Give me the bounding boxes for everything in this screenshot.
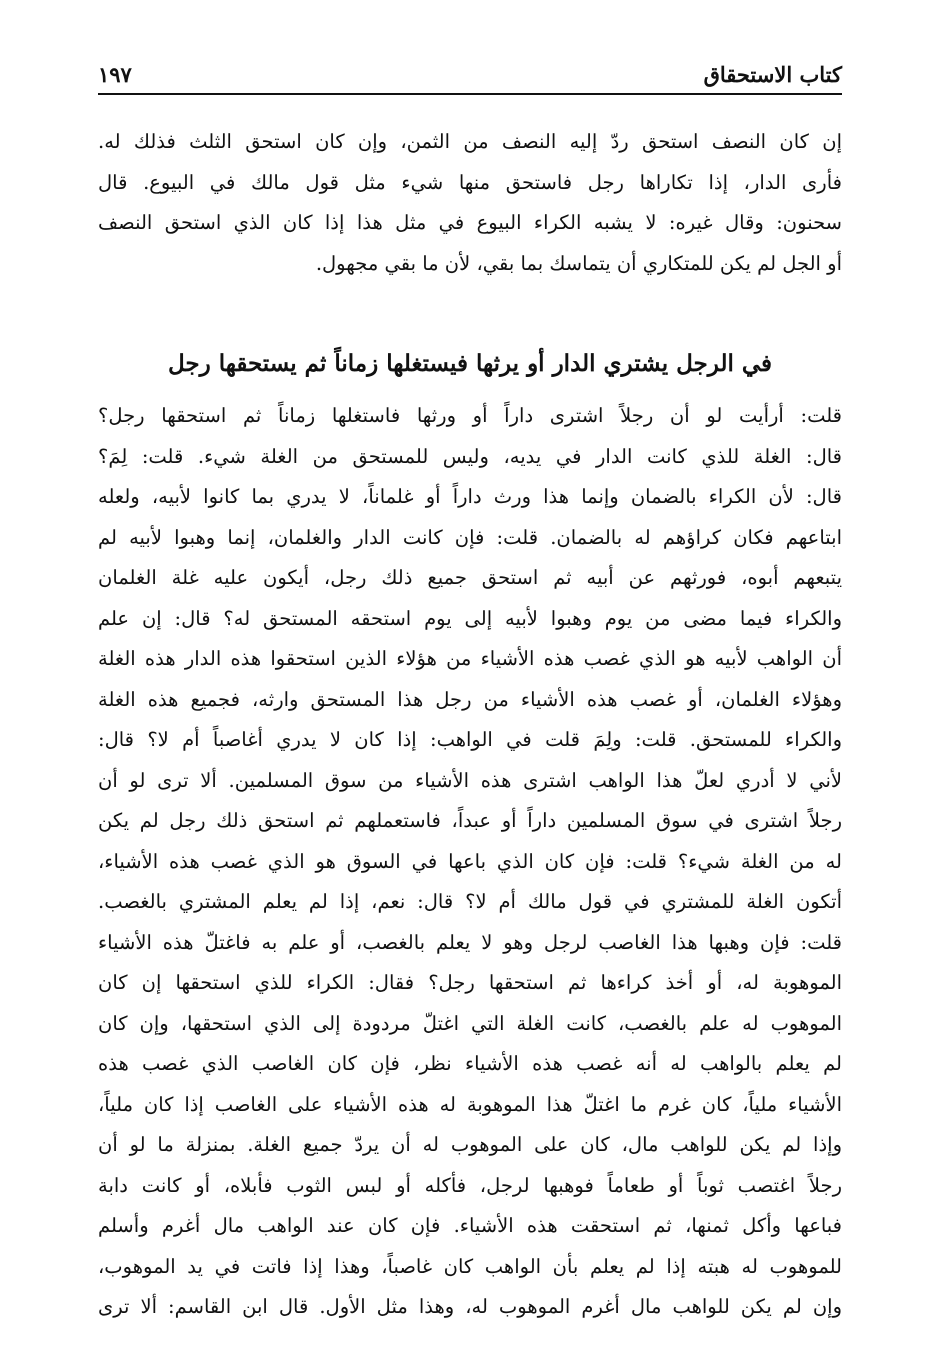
paragraph-2 (98, 396, 842, 1328)
text-line: وإذا لم يكن للواهب مال، كان على الموهوب له أن يردّ جميع الغلة. بمنزلة ما لو أن (98, 1133, 842, 1156)
text-line: أن الواهب لأبيه هو الذي غصب هذه الأشياء من هؤلاء الذين استحقوا هذه الدار هذه الغلة (98, 647, 842, 670)
text-line: رجلاً اغتصب ثوباً أو طعاماً فوهبها لرجل، فأكله أو لبس الثوب فأبلاه، أو كانت دابة (98, 1173, 842, 1197)
text-line: له من الغلة شيء؟ قلت: فإن كان الذي باعها في السوق هو الذي غصب هذه الأشياء، (98, 849, 842, 873)
text-line: إن كان النصف استحق ردّ إليه النصف من الثمن، وإن كان استحق الثلث فذلك له. (98, 130, 842, 153)
text-line: الموهوب له علم بالغصب، كانت الغلة التي اغتلّ مردودة إلى الذي استحقها، وإن كان (98, 1011, 842, 1035)
text-line: سحنون: وقال غيره: لا يشبه الكراء البيوع في مثل هذا إذا كان الذي استحق النصف (98, 211, 842, 234)
text-line: فأرى الدار، إذا تكاراها رجل فاستحق منها شيء مثل قول مالك في البيوع. قال (98, 170, 842, 194)
text-line: أتكون الغلة للمشتري في قول مالك أم لا؟ قال: نعم، إذا لم يعلم المشتري بالغصب. (98, 890, 842, 913)
text-line: قال: الغلة للذي كانت الدار في يديه، وليس للمستحق من الغلة شيء. قلت: لِمَ؟ (98, 444, 842, 468)
text-line: ابتاعهم فكان كراؤهم له بالضمان. قلت: فإن كانت الدار والغلمان، إنما وهبوا لأبيه لم (98, 525, 842, 549)
text-line: لأني لا أدري لعلّ هذا الواهب اشترى هذه الأشياء من سوق المسلمين. ألا ترى لو أن (98, 768, 842, 792)
text-line: الأشياء ملياً، كان غرم ما اغتلّ هذا الموهوبة له هذه الأشياء على الغاصب إذا كان ملياً، (98, 1092, 842, 1116)
text-line: الموهوبة له، أو أخذ كراءها ثم استحقها رجل؟ فقال: الكراء للذي استحقها إن كان (98, 971, 842, 994)
text-line: والكراء للمستحق. قلت: ولِمَ قلت في الواهب: إذا كان لا يدري أغاصباً أم لا؟ قال: (98, 728, 842, 751)
paragraph-1 (98, 122, 842, 284)
text-line: رجلاً اشترى في سوق المسلمين داراً أو عبداً، فاستعملهم ثم استحق ذلك رجل لم يكن (98, 809, 842, 832)
page-number: ١٩٧ (98, 62, 132, 87)
text-line: لم يعلم بالواهب له أنه غصب هذه الأشياء نظر، فإن كان الغاصب الذي غصب هذه (98, 1052, 842, 1075)
text-line: والكراء فيما مضى من يوم وهبوا لأبيه إلى يوم استحقه المستحق له؟ قال: إن علم (98, 606, 842, 630)
text-line: قال: لأن الكراء بالضمان وإنما هذا ورث داراً أو غلماناً، لا يدري بما كانوا لأبيه، ولعله (98, 485, 842, 508)
text-line: يتبعهم أبوه، فورثهم عن أبيه ثم استحق جميع ذلك رجل، أيكون عليه غلة الغلمان (98, 566, 842, 589)
book-title: كتاب الاستحقاق (703, 62, 842, 87)
text-line: فباعها وأكل ثمنها، ثم استحقت هذه الأشياء. فإن كان عند الواهب مال أغرم وأسلم (98, 1214, 842, 1237)
section-heading: في الرجل يشتري الدار أو يرثها فيستغلها زماناً ثم يستحقها رجل (167, 350, 773, 377)
text-line: للموهوب له هبته إذا لم يعلم بأن الواهب كان غاصباً، وهذا إذا فاتت في يد الموهوب، (98, 1254, 842, 1278)
page-header (98, 55, 842, 95)
text-line: أو الجل لم يكن للمتكاري أن يتماسك بما بقي، لأن ما بقي مجهول. (315, 251, 842, 275)
text-line: قلت: أرأيت لو أن رجلاً اشترى داراً أو ورثها فاستغلها زماناً ثم استحقها رجل؟ (98, 404, 842, 427)
text-line: وإن لم يكن للواهب مال أغرم الموهوب له، وهذا مثل الأول. قال ابن القاسم: ألا ترى (98, 1295, 842, 1318)
text-line: وهؤلاء الغلمان، أو غصب هذه الأشياء من رجل هذا المستحق وارثه، فجميع هذه الغلة (98, 687, 842, 711)
text-line: قلت: فإن وهبها هذا الغاصب لرجل وهو لا يعلم بالغصب، أو علم به فاغتلّ هذه الأشياء (98, 930, 842, 954)
